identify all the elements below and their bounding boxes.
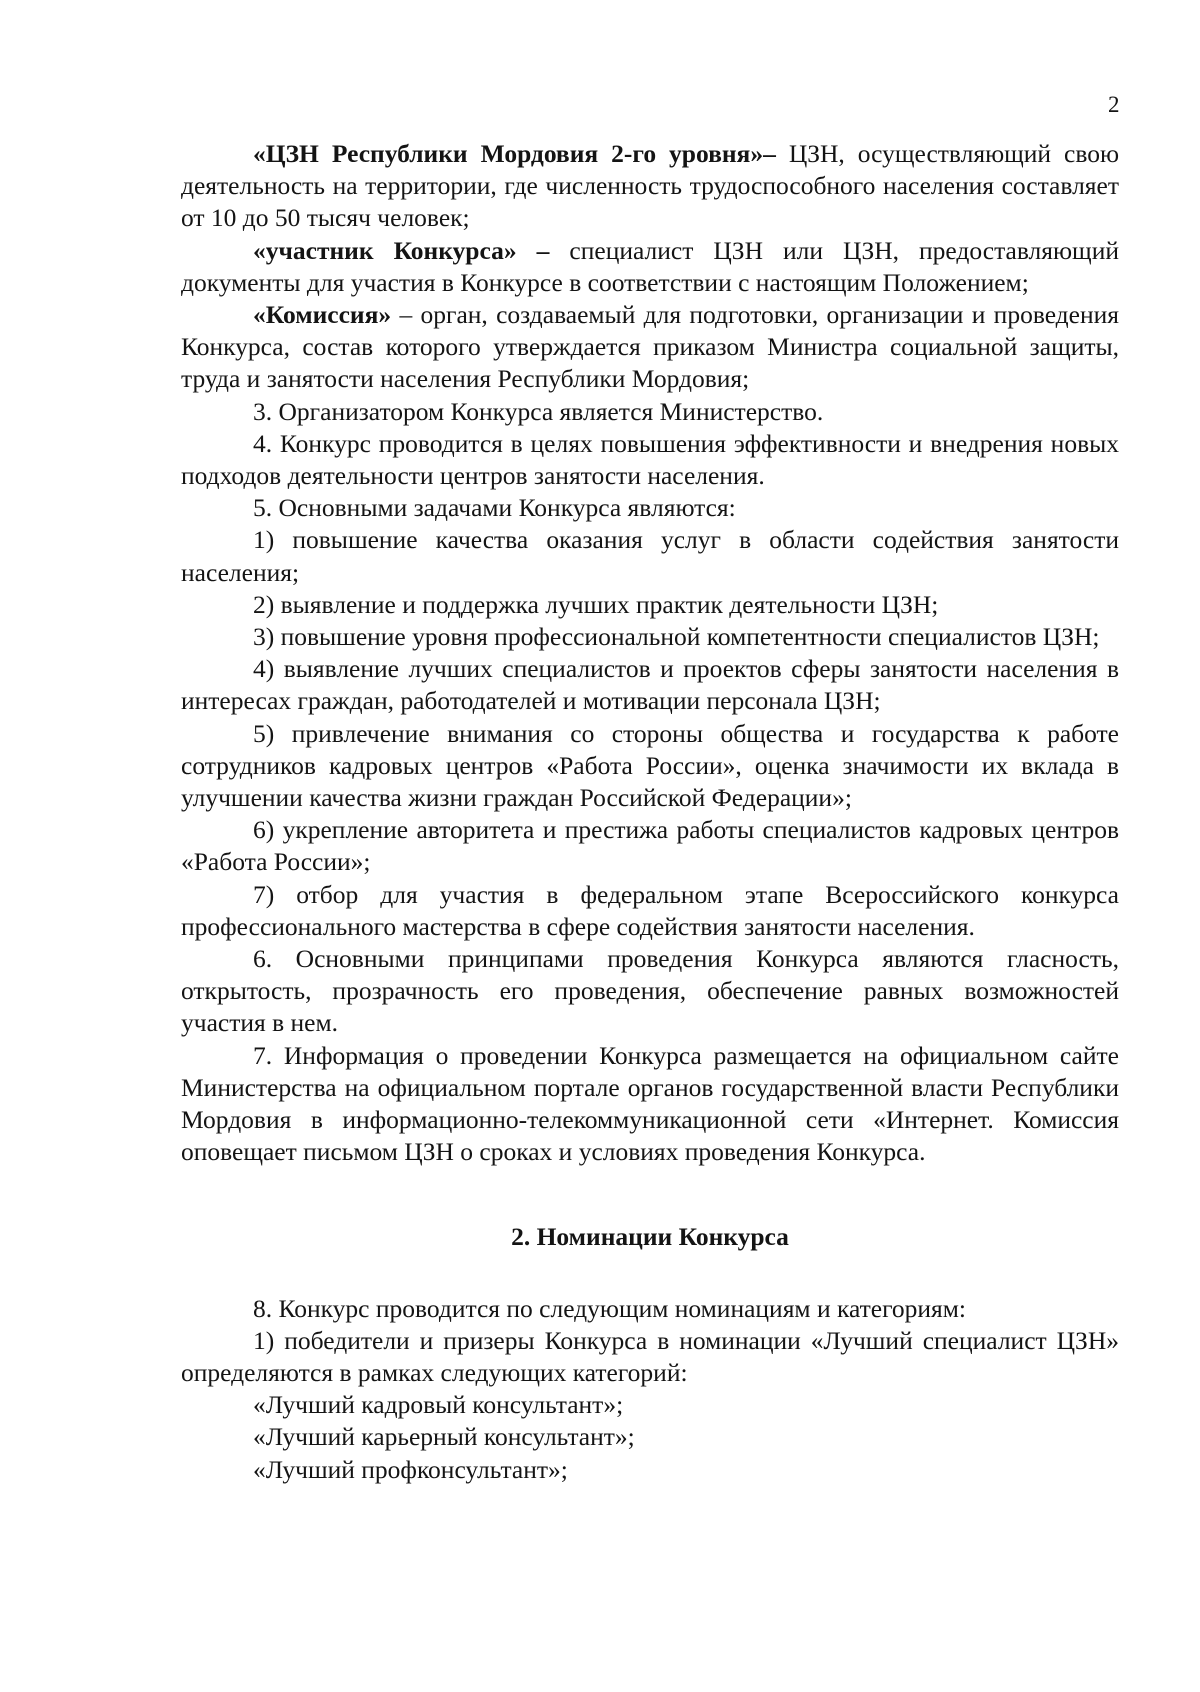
clause-paragraph: 8. Конкурс проводится по следующим номинациям и категориям: <box>253 1293 967 1323</box>
defined-term: «Комиссия» <box>253 300 392 330</box>
definition-text: ЦЗН, осуществляющий свою деятельность на территории, где численность трудоспособного населения составляет от 10 до 50 тысяч человек; <box>181 139 1120 233</box>
definition-text: – орган, создаваемый для подготовки, организации и проведения Конкурса, состав которого утверждается приказом Министра социальной защиты, труда и занятости населения Республики Мордовия; <box>181 300 1119 394</box>
list-item: 7) отбор для участия в федеральном этапе Всероссийского конкурса профессионального мастерства в сфере содействия занятости населения. <box>181 879 1119 941</box>
list-item: 3) повышение уровня профессиональной компетентности специалистов ЦЗН; <box>253 622 1100 652</box>
clause-paragraph: 5. Основными задачами Конкурса являются: <box>253 493 736 523</box>
section-heading: 2. Номинации Конкурса <box>511 1221 789 1251</box>
clause-paragraph: 6. Основными принципами проведения Конкурса являются гласность, открытость, прозрачность его проведения, обеспечение равных возможностей участия в нем. <box>181 944 1119 1038</box>
defined-term: «участник Конкурса» – <box>253 235 550 265</box>
category-item: «Лучший карьерный консультант»; <box>253 1422 635 1452</box>
clause-paragraph: 4. Конкурс проводится в целях повышения эффективности и внедрения новых подходов деятельности центров занятости населения. <box>181 428 1119 491</box>
list-item: 4) выявление лучших специалистов и проектов сферы занятости населения в интересах граждан, работодателей и мотивации персонала ЦЗН; <box>181 654 1119 716</box>
list-item: 5) привлечение внимания со стороны общества и государства к работе сотрудников кадровых центров «Работа России», оценка значимости их вклада в улучшении качества жизни граждан Российской Федерации»; <box>181 718 1119 813</box>
document-body <box>181 138 1119 1486</box>
list-item: 6) укрепление авторитета и престижа работы специалистов кадровых центров «Работа России»; <box>181 815 1119 877</box>
definition-paragraph <box>181 235 1119 299</box>
category-item: «Лучший кадровый консультант»; <box>253 1390 624 1420</box>
spacer <box>181 1169 1119 1189</box>
category-item: «Лучший профконсультант»; <box>253 1454 568 1484</box>
list-item: 1) повышение качества оказания услуг в области содействия занятости населения; <box>181 525 1119 587</box>
list-item: 2) выявление и поддержка лучших практик деятельности ЦЗН; <box>253 589 939 619</box>
list-item: 1) победители и призеры Конкурса в номинации «Лучший специалист ЦЗН» определяются в рамках следующих категорий: <box>181 1325 1119 1387</box>
definition-paragraph <box>181 299 1119 396</box>
page-number: 2 <box>1108 92 1120 117</box>
defined-term: «ЦЗН Республики Мордовия 2-го уровня»– <box>253 139 776 168</box>
clause-paragraph: 3. Организатором Конкурса является Министерство. <box>253 396 824 426</box>
definition-paragraph <box>181 138 1119 235</box>
clause-paragraph: 7. Информация о проведении Конкурса размещается на официальном сайте Министерства на официальном портале органов государственной власти Республики Мордовия в информационно-телекоммуникационной сети «Интернет. Комиссия оповещает письмом ЦЗН о сроках и условиях проведения Конкурса. <box>181 1040 1119 1167</box>
definition-text: специалист ЦЗН или ЦЗН, предоставляющий документы для участия в Конкурсе в соответствии с настоящим Положением; <box>181 235 1119 297</box>
